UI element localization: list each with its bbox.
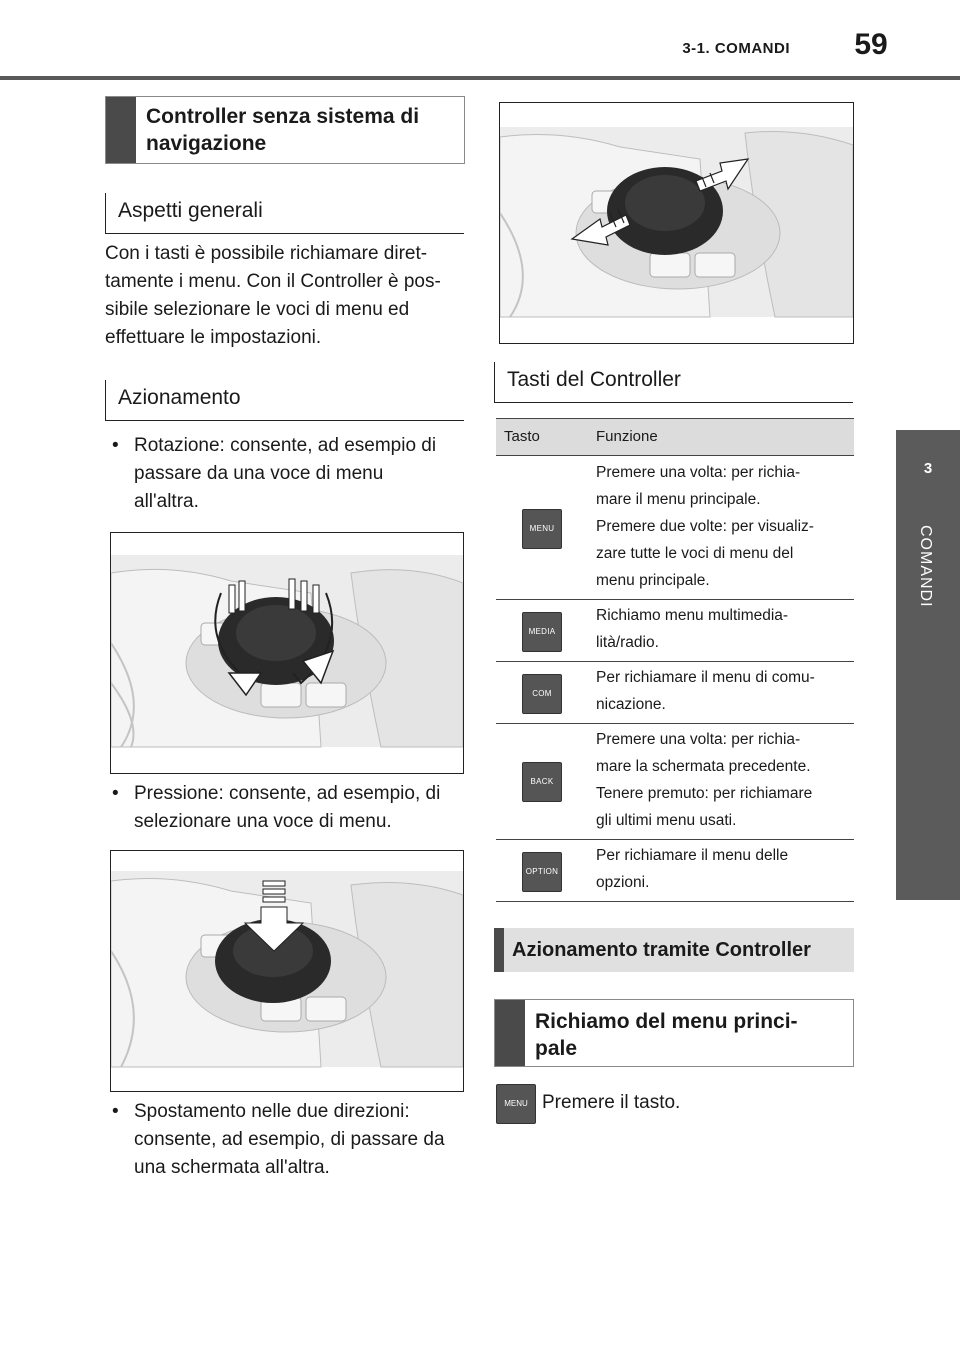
bullet-line: passare da una voce di menu — [134, 463, 384, 484]
row-line: Richiamo menu multimedia- — [596, 607, 789, 624]
subheading-tasti — [494, 362, 853, 403]
heading-azionamento-controller — [494, 928, 854, 972]
row-line: Premere una volta: per richia- — [596, 464, 801, 481]
row-line: Per richiamare il menu di comu- — [596, 669, 815, 686]
para-line: tamente i menu. Con il Controller è pos- — [105, 271, 441, 292]
bullet-line: Rotazione: consente, ad esempio di — [134, 435, 437, 456]
row-line: gli ultimi menu usati. — [596, 812, 737, 829]
menu-key-icon: MENU — [496, 1084, 536, 1124]
back-key-icon: BACK — [522, 762, 562, 802]
row-line: zare tutte le voci di menu del — [596, 545, 794, 562]
heading-text: Azionamento tramite Controller — [512, 938, 811, 961]
figure-press — [110, 850, 464, 1092]
figure-rotation — [110, 532, 464, 774]
chapter-tab[interactable] — [896, 430, 960, 900]
chapter-label: COMANDI — [917, 525, 934, 608]
controller-rotation-illustration — [111, 533, 463, 773]
bullet-line: una schermata all'altra. — [134, 1157, 330, 1178]
intro-paragraph — [105, 240, 470, 352]
para-line: effettuare le impostazioni. — [105, 327, 322, 348]
subheading-azionamento — [105, 380, 464, 421]
header-rule — [0, 76, 960, 80]
final-instruction: Premere il tasto. — [542, 1092, 681, 1113]
bullet-line: consente, ad esempio, di passare da — [134, 1129, 445, 1150]
section-title: 3-1. COMANDI — [682, 40, 790, 57]
table-row — [496, 724, 854, 840]
table-header — [496, 418, 854, 456]
row-line: mare la schermata precedente. — [596, 758, 811, 775]
bullet-line: Pressione: consente, ad esempio, di — [134, 783, 441, 804]
subheading-text: Aspetti generali — [118, 199, 263, 222]
bullet-movement — [112, 1098, 467, 1188]
menu-key-icon: MENU — [522, 509, 562, 549]
controller-shift-illustration — [500, 103, 853, 343]
bullet-dot: • — [112, 435, 119, 456]
heading-bar — [495, 1000, 525, 1066]
heading-controller-no-nav — [105, 96, 465, 164]
chapter-number: 3 — [923, 460, 933, 477]
heading-richiamo-menu — [494, 999, 854, 1067]
table-row — [496, 662, 854, 724]
heading-text — [535, 1008, 841, 1066]
bullet-dot: • — [112, 783, 119, 804]
heading-bar — [106, 97, 136, 163]
figure-shift — [499, 102, 854, 344]
bullet-line: Spostamento nelle due direzioni: — [134, 1101, 410, 1122]
row-line: Premere due volte: per visualiz- — [596, 518, 814, 535]
row-line: opzioni. — [596, 874, 650, 891]
row-line: nicazione. — [596, 696, 666, 713]
subheading-text: Tasti del Controller — [507, 368, 681, 391]
controller-press-illustration — [111, 851, 463, 1091]
table-row — [496, 840, 854, 902]
media-key-icon: MEDIA — [522, 612, 562, 652]
bullet-line: selezionare una voce di menu. — [134, 811, 392, 832]
row-line: menu principale. — [596, 572, 710, 589]
para-line: sibile selezionare le voci di menu ed — [105, 299, 410, 320]
subheading-aspetti — [105, 193, 464, 234]
heading-bar — [494, 928, 504, 972]
option-key-icon: OPTION — [522, 852, 562, 892]
col-key-header: Tasto — [504, 428, 540, 445]
heading-text: Controller senza sistema di navigazione — [146, 105, 420, 155]
row-line: lità/radio. — [596, 634, 659, 651]
bullet-dot: • — [112, 1101, 119, 1122]
para-line: Con i tasti è possibile richiamare diret- — [105, 243, 428, 264]
heading-line: Richiamo del menu princi- — [535, 1010, 798, 1033]
bullet-line: all'altra. — [134, 491, 199, 512]
com-key-icon: COM — [522, 674, 562, 714]
row-line: Per richiamare il menu delle — [596, 847, 789, 864]
page-number: 59 — [854, 28, 888, 61]
bullet-pressure — [112, 780, 467, 840]
subheading-text: Azionamento — [118, 386, 241, 409]
col-function-header: Funzione — [596, 428, 658, 445]
row-line: mare il menu principale. — [596, 491, 761, 508]
bullet-rotation — [112, 432, 467, 522]
table-row — [496, 600, 854, 662]
heading-line: pale — [535, 1037, 578, 1060]
row-line: Premere una volta: per richia- — [596, 731, 801, 748]
row-line: Tenere premuto: per richiamare — [596, 785, 813, 802]
table-row — [496, 455, 854, 600]
